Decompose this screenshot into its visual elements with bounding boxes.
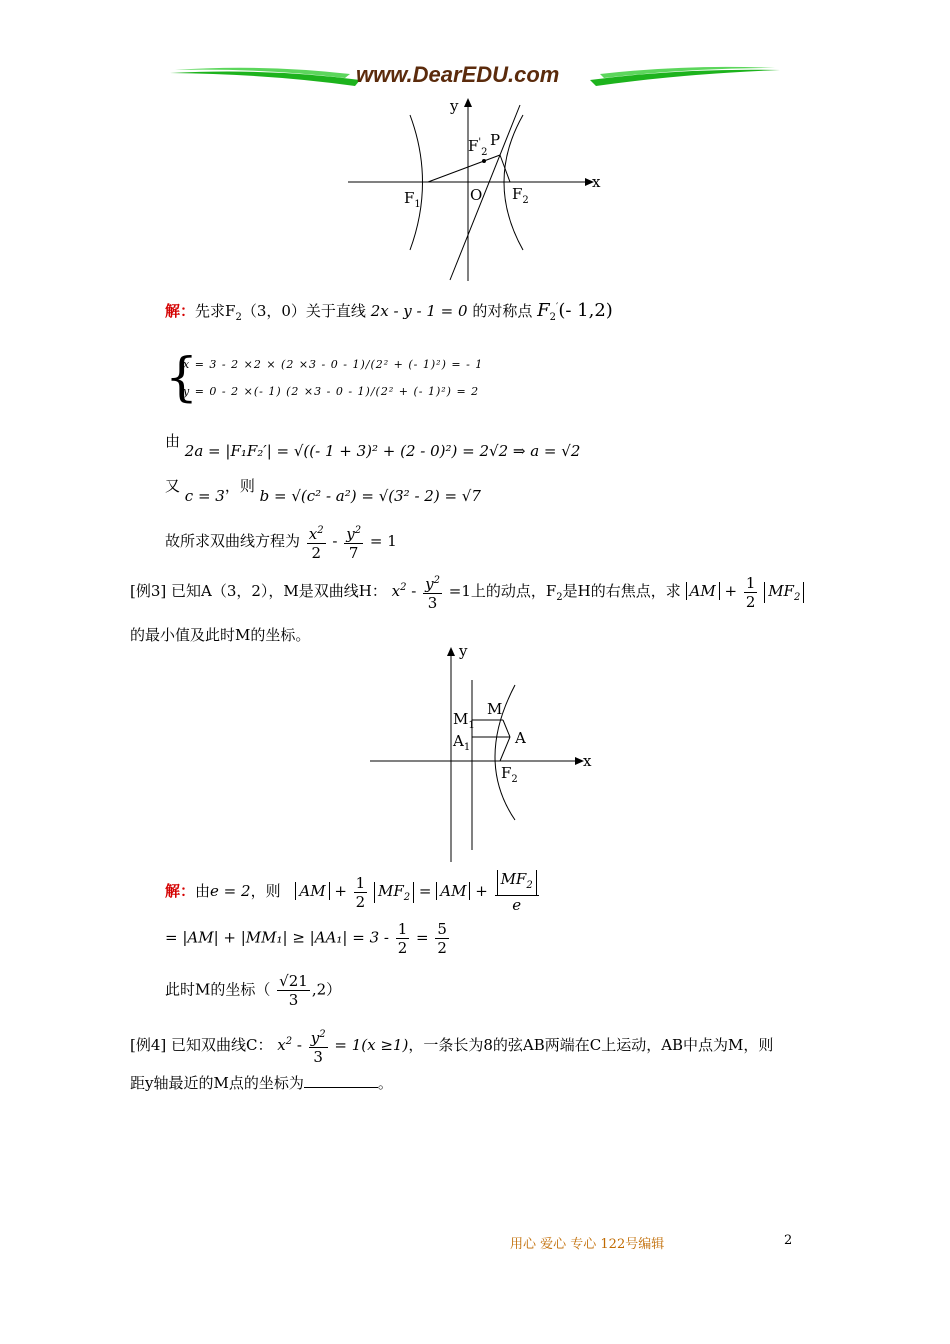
fig2-label-f2: $F_2$ <box>501 764 518 785</box>
solution-3-line2: = |AM| + |MM₁| ≥ |AA₁| = 3 - $\frac{1}{2}$ = $\frac{5}{2}$ <box>165 920 447 957</box>
example-4-line1: [例4] 已知双曲线C： $x^2$ - $\frac{y^2}{3}$ = 1(x ≥1)，一条长为8的弦AB两端在C上运动，AB中点为M，则 <box>130 1026 773 1066</box>
example-4-line2: 距y轴最近的M点的坐标为 。 <box>130 1074 393 1092</box>
fig1-label-x: x <box>592 173 601 191</box>
system-eq-2: y = 0 - 2 ×(- 1) (2 ×3 - 0 - 1)/(2² + (- 1)²) = 2 <box>183 385 480 398</box>
solution-3-line1: 解：由e = 2，则 AM + $\frac{1}{2}$ $MF_2$ = AM + $\frac{MF_2}{e}$ <box>165 870 541 914</box>
fig1-label-o: O <box>470 186 483 204</box>
solution-tag: 解： <box>165 302 196 320</box>
figure-hyperbola-2 <box>365 640 605 865</box>
solution-1-line5: 故所求双曲线方程为 $\frac{x^2}{2}$ - $\frac{y^2}{7}$ = 1 <box>165 522 397 562</box>
example-3-line2: 的最小值及此时M的坐标。 <box>130 626 311 644</box>
solution-1-line1: 解：先求$F_2(3$，0）关于直线 2x - y - 1 = 0 的对称点 $F_2'(-$ 1,2) <box>165 300 613 323</box>
footer-slogan: 用心 爱心 专心 122号编辑 <box>510 1237 665 1252</box>
system-eq-1: x = 3 - 2 ×2 × (2 ×3 - 0 - 1)/(2² + (- 1)²) = - 1 <box>183 358 484 371</box>
fig1-label-y: y <box>450 97 459 115</box>
fig2-label-m: M <box>487 700 503 718</box>
fig2-label-y: y <box>459 642 468 660</box>
fig2-label-a: A <box>515 729 526 747</box>
fig2-label-m1: $M_1$ <box>453 710 475 731</box>
answer-blank[interactable] <box>304 1073 378 1088</box>
solution-1-line3: 由 2a = |F₁F₂′| = √((- 1 + 3)² + (2 - 0)²) = 2√2 ⇒ a = √2 <box>165 432 581 460</box>
fig1-label-f2-prime: $F'_2$ <box>468 137 488 158</box>
header-banner <box>160 60 790 100</box>
fig1-label-p: P <box>490 131 501 149</box>
fig1-label-f2: $F_2$ <box>512 185 529 206</box>
solution-3-line3: 此时M的坐标（ $\frac{√21}{3}$ ,2） <box>165 972 342 1009</box>
example-3-line1: [例3] 已知A（3，2），M是双曲线H： $x^2$ - $\frac{y^2}{3}$ =1上的动点，$F_2$是H的右焦点，求 AM + $\frac{1}{2}$ $MF_2$ <box>130 572 804 612</box>
page-number: 2 <box>784 1233 793 1248</box>
fig1-label-f1: $F_1$ <box>404 189 421 210</box>
fig2-label-x: x <box>583 752 592 770</box>
fig2-label-a1: $A_1$ <box>453 732 471 753</box>
solution-1-line4: 又 c = 3，则 b = √(c² - a²) = √(3² - 2) = √7 <box>165 477 481 505</box>
site-name: www.DearEDU.com <box>356 62 560 87</box>
figure-hyperbola-1 <box>340 95 620 285</box>
